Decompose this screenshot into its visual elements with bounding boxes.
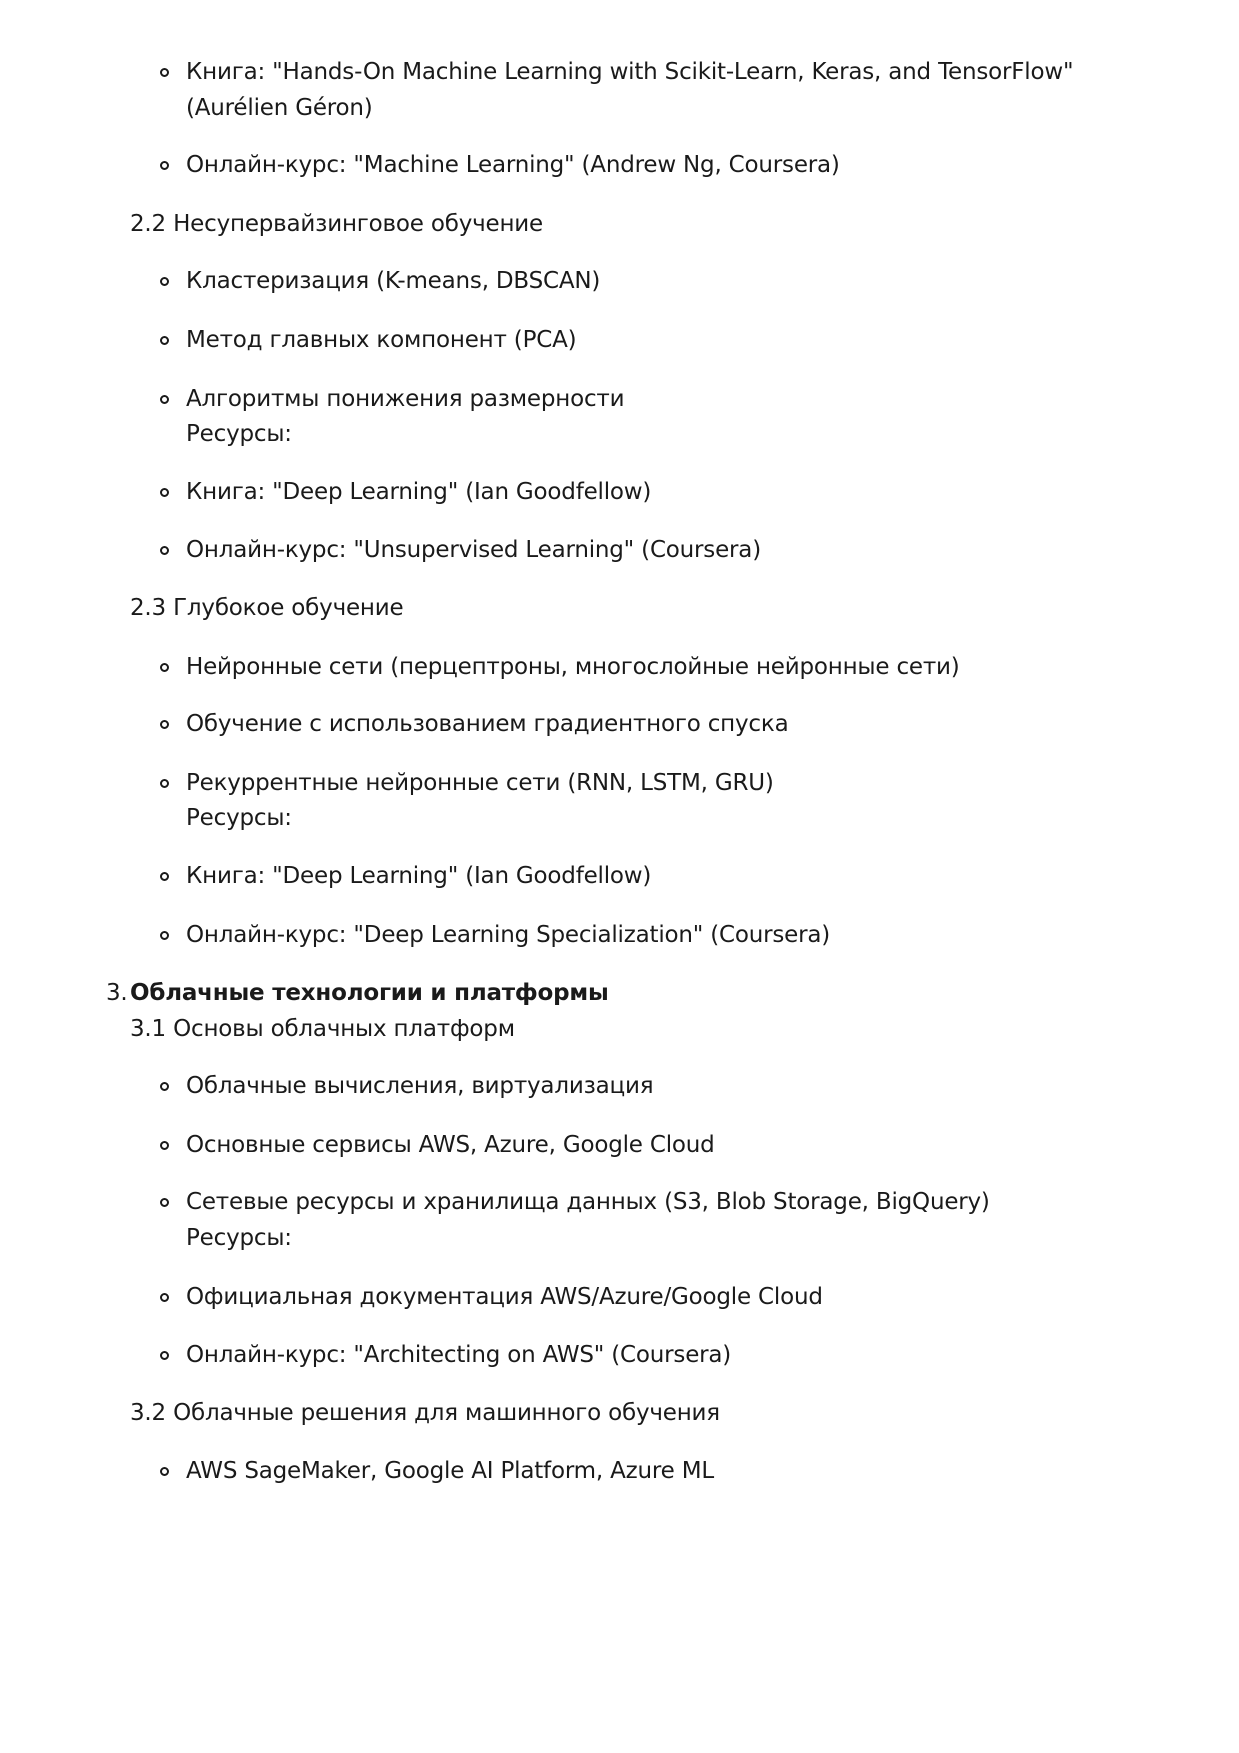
list-item: Онлайн-курс: "Machine Learning" (Andrew Ng, Coursera) bbox=[186, 152, 840, 178]
bullet-icon bbox=[160, 161, 169, 170]
bullet-icon bbox=[160, 277, 169, 286]
bullet-icon bbox=[160, 872, 169, 881]
bullet-icon bbox=[160, 1141, 169, 1150]
bullet-icon bbox=[160, 779, 169, 788]
list-item: Метод главных компонент (PCA) bbox=[186, 327, 577, 353]
bullet-icon bbox=[160, 336, 169, 345]
list-item: Официальная документация AWS/Azure/Google Cloud bbox=[186, 1284, 823, 1310]
bullet-icon bbox=[160, 546, 169, 555]
list-item: Рекуррентные нейронные сети (RNN, LSTM, GRU) bbox=[186, 770, 774, 796]
list-item: Книга: "Deep Learning" (Ian Goodfellow) bbox=[186, 863, 652, 889]
list-item: Кластеризация (K-means, DBSCAN) bbox=[186, 268, 601, 294]
list-item: Обучение с использованием градиентного спуска bbox=[186, 711, 789, 737]
list-item: Сетевые ресурсы и хранилища данных (S3, Blob Storage, BigQuery) bbox=[186, 1189, 990, 1215]
resources-label: Ресурсы: bbox=[186, 805, 292, 831]
subsection-title: 3.1 Основы облачных платформ bbox=[130, 1016, 515, 1042]
section-title: Облачные технологии и платформы bbox=[130, 980, 609, 1006]
list-item: Онлайн-курс: "Architecting on AWS" (Coursera) bbox=[186, 1342, 732, 1368]
bullet-icon bbox=[160, 1467, 169, 1476]
subsection-title: 3.2 Облачные решения для машинного обучения bbox=[130, 1400, 720, 1426]
bullet-icon bbox=[160, 68, 169, 77]
list-item-continuation: (Aurélien Géron) bbox=[186, 95, 373, 121]
bullet-icon bbox=[160, 931, 169, 940]
bullet-icon bbox=[160, 488, 169, 497]
list-item: Алгоритмы понижения размерности bbox=[186, 386, 625, 412]
list-item: AWS SageMaker, Google AI Platform, Azure ML bbox=[186, 1458, 714, 1484]
resources-label: Ресурсы: bbox=[186, 421, 292, 447]
list-item: Нейронные сети (перцептроны, многослойные нейронные сети) bbox=[186, 654, 960, 680]
list-item: Онлайн-курс: "Deep Learning Specialization" (Coursera) bbox=[186, 922, 831, 948]
bullet-icon bbox=[160, 395, 169, 404]
bullet-icon bbox=[160, 720, 169, 729]
bullet-icon bbox=[160, 663, 169, 672]
subsection-title: 2.2 Несупервайзинговое обучение bbox=[130, 211, 543, 237]
list-item: Книга: "Hands-On Machine Learning with Scikit-Learn, Keras, and TensorFlow" bbox=[186, 59, 1074, 85]
subsection-title: 2.3 Глубокое обучение bbox=[130, 595, 404, 621]
list-item: Онлайн-курс: "Unsupervised Learning" (Coursera) bbox=[186, 537, 761, 563]
bullet-icon bbox=[160, 1198, 169, 1207]
list-item: Книга: "Deep Learning" (Ian Goodfellow) bbox=[186, 479, 652, 505]
bullet-icon bbox=[160, 1351, 169, 1360]
bullet-icon bbox=[160, 1293, 169, 1302]
bullet-icon bbox=[160, 1082, 169, 1091]
list-item: Облачные вычисления, виртуализация bbox=[186, 1073, 654, 1099]
section-number: 3. bbox=[106, 980, 128, 1006]
resources-label: Ресурсы: bbox=[186, 1225, 292, 1251]
list-item: Основные сервисы AWS, Azure, Google Cloud bbox=[186, 1132, 715, 1158]
